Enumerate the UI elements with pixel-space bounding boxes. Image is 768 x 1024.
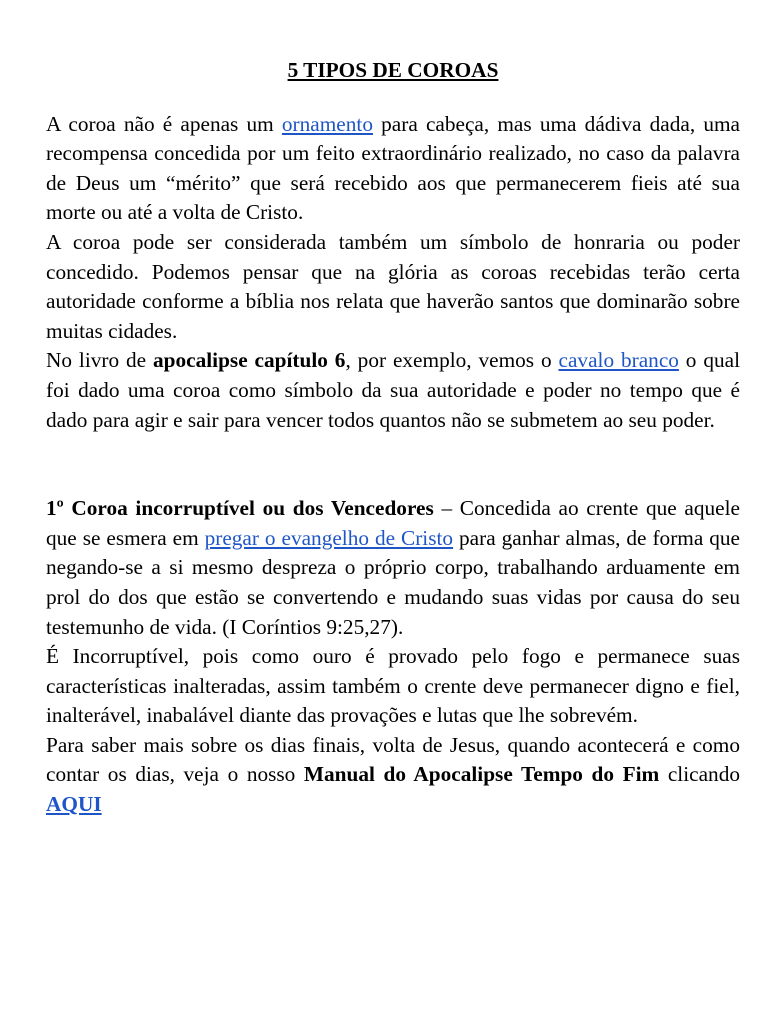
link-cavalo-branco[interactable]: cavalo branco <box>558 348 679 373</box>
link-aqui[interactable]: AQUI <box>46 792 102 817</box>
link-ornamento[interactable]: ornamento <box>281 111 373 136</box>
page-title: 5 TIPOS DE COROAS <box>287 58 499 82</box>
paragraph-honor: A coroa pode ser considerada também um símbolo de honraria ou poder concedido. Podemos pensar que na glória as coroas recebidas terão certa autoridade conforme a bíblia nos relata que haverão santos que dominarão sobre muitas cidades. <box>46 229 740 343</box>
bold-manual: Manual do Apocalipse Tempo do Fim <box>303 762 660 787</box>
bold-apocalipse: apocalipse capítulo 6 <box>153 348 346 373</box>
section-spacer <box>46 435 740 494</box>
paragraph-manual: Para saber mais sobre os dias finais, volta de Jesus, quando acontecerá e como contar os dias, veja o nosso Manual do Apocalipse Tempo do Fim clicando AQUI <box>46 732 740 817</box>
link-pregar-evangelho[interactable]: pregar o evangelho de Cristo <box>204 525 454 550</box>
document-page <box>46 56 740 820</box>
paragraph-apocalipse: No livro de apocalipse capítulo 6, por exemplo, vemos o cavalo branco o qual foi dado uma coroa como símbolo da sua autoridade e poder no tempo que é dado para agir e sair para vencer todos quantos não se submetem ao seu poder. <box>46 348 741 432</box>
paragraph-intro: A coroa não é apenas um ornamento para cabeça, mas uma dádiva dada, uma recompensa concedida por um feito extraordinário realizado, no caso da palavra de Deus um “mérito” que será recebido aos que permanecerem fieis até sua morte ou até a volta de Cristo. <box>46 111 740 225</box>
paragraph-coroa-1: 1º Coroa incorruptível ou dos Vencedores – Concedida ao crente que aquele que se esmera em pregar o evangelho de Cristo para ganhar almas, de forma que negando-se a si mesmo despreza o próprio corpo, trabalhando arduamente em prol do dos que estão se convertendo e mudando suas vidas por causa do seu testemunho de vida. (I Coríntios 9:25,27). <box>46 496 740 639</box>
heading-coroa-1: 1º Coroa incorruptível ou dos Vencedores <box>46 496 434 521</box>
paragraph-incorruptivel: É Incorruptível, pois como ouro é provado pelo fogo e permanece suas características inalteradas, assim também o crente deve permanecer digno e fiel, inalterável, inabalável diante das provações e lutas que lhe sobrevém. <box>46 644 740 728</box>
